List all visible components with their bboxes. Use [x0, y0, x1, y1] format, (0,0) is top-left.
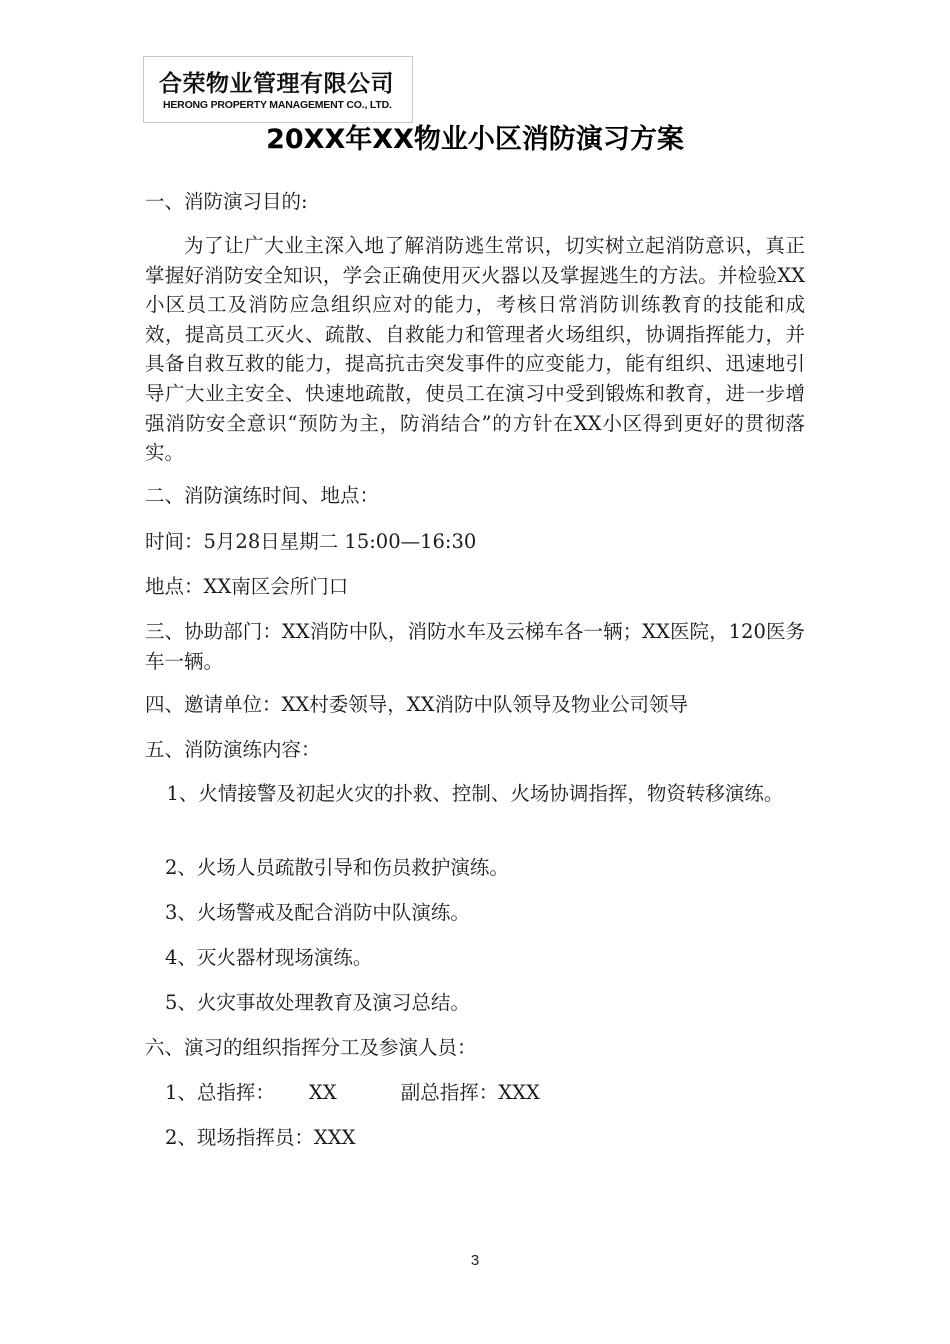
section-5-item-2: 2、火场人员疏散引导和伤员救护演练。	[165, 856, 509, 879]
chief-commander-label: 1、总指挥：	[165, 1081, 275, 1104]
section-2-heading: 二、消防演练时间、地点：	[145, 484, 380, 507]
section-6-item-2: 2、现场指挥员：XXX	[165, 1126, 356, 1149]
section-5-item-5: 5、火灾事故处理教育及演习总结。	[165, 991, 470, 1014]
section-2-time: 时间：5月28日星期二 15:00—16:30	[145, 530, 477, 553]
section-3-assisting-departments: 三、协助部门：XX消防中队，消防水车及云梯车各一辆；XX医院，120医务车一辆。	[145, 620, 805, 673]
document-title: 20XX年XX物业小区消防演习方案	[266, 124, 684, 155]
section-5-item-4: 4、灭火器材现场演练。	[165, 946, 373, 969]
chief-commander-value: XX	[308, 1081, 337, 1104]
deputy-commander: 副总指挥：XXX	[400, 1081, 540, 1104]
section-6-heading: 六、演习的组织指挥分工及参演人员：	[145, 1036, 477, 1059]
section-6-item-1	[165, 1078, 540, 1107]
page-number: 3	[470, 1252, 480, 1269]
logo-chinese-name: 合荣物业管理有限公司	[159, 71, 394, 97]
section-5-heading: 五、消防演练内容：	[145, 738, 321, 761]
section-5-item-1: 1、火情接警及初起火灾的扑救、控制、火场协调指挥，物资转移演练。	[166, 782, 784, 805]
company-logo	[143, 56, 413, 123]
section-4-invited-units: 四、邀请单位：XX村委领导，XX消防中队领导及物业公司领导	[145, 693, 689, 716]
section-1-heading: 一、消防演习目的:	[145, 190, 308, 213]
logo-english-name: HERONG PROPERTY MANAGEMENT CO., LTD.	[163, 99, 392, 111]
section-5-item-3: 3、火场警戒及配合消防中队演练。	[165, 901, 470, 924]
section-2-place: 地点：XX南区会所门口	[145, 575, 349, 598]
section-1-body: 为了让广大业主深入地了解消防逃生常识，切实树立起消防意识，真正掌握好消防安全知识，学会正确使用灭火器以及掌握逃生的方法。并检验XX小区员工及消防应急组织应对的能力，考核日常消防训练教育的技能和成效，提高员工灭火、疏散、自救能力和管理者火场组织，协调指挥能力，并具备自救互救的能力，提高抗击突发事件的应变能力，能有组织、迅速地引导广大业主安全、快速地疏散，使员工在演习中受到锻炼和教育，进一步增强消防安全意识“预防为主，防消结合”的方针在XX小区得到更好的贯彻落实。	[145, 234, 805, 465]
